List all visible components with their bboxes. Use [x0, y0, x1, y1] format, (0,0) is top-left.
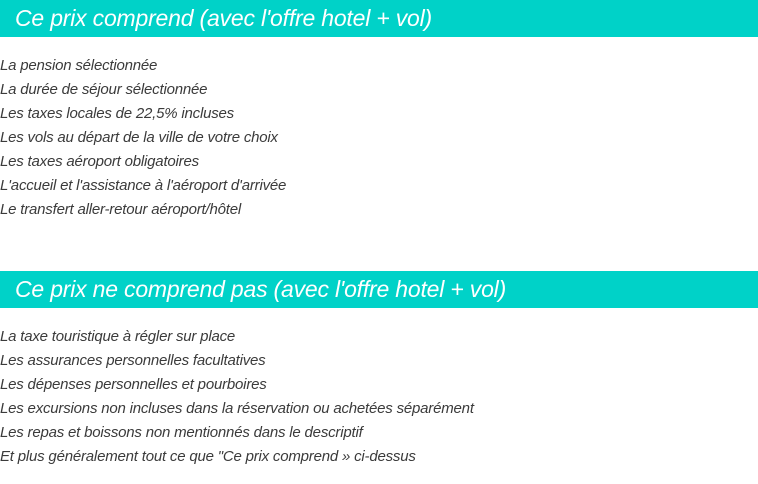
- excluded-item: Les dépenses personnelles et pourboires: [0, 376, 267, 393]
- excluded-item: Les repas et boissons non mentionnés dans le descriptif: [0, 424, 363, 441]
- excluded-list: [0, 308, 758, 469]
- included-item: Les taxes aéroport obligatoires: [0, 153, 199, 170]
- included-item: Les taxes locales de 22,5% incluses: [0, 105, 234, 122]
- excluded-item: Et plus généralement tout ce que "Ce prix comprend » ci-dessus: [0, 448, 416, 465]
- excluded-item: La taxe touristique à régler sur place: [0, 328, 236, 345]
- excluded-header: [0, 271, 758, 308]
- included-section: [0, 0, 758, 222]
- included-list: [0, 37, 758, 222]
- included-item: L'accueil et l'assistance à l'aéroport d'arrivée: [0, 177, 287, 194]
- excluded-item: Les assurances personnelles facultatives: [0, 352, 266, 369]
- included-item: Les vols au départ de la ville de votre choix: [0, 129, 278, 146]
- excluded-title: Ce prix ne comprend pas (avec l'offre hotel + vol): [15, 276, 507, 302]
- excluded-section: [0, 271, 758, 469]
- included-item: Le transfert aller-retour aéroport/hôtel: [0, 201, 242, 218]
- included-item: La pension sélectionnée: [0, 57, 158, 74]
- excluded-item: Les excursions non incluses dans la réservation ou achetées séparément: [0, 400, 474, 417]
- included-header: [0, 0, 758, 37]
- included-item: La durée de séjour sélectionnée: [0, 81, 208, 98]
- included-title: Ce prix comprend (avec l'offre hotel + vol): [15, 5, 433, 31]
